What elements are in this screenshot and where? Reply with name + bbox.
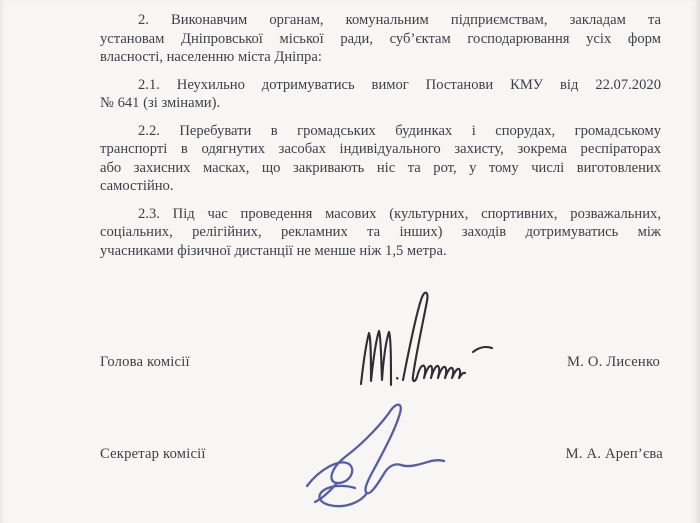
signatory-role-head: Голова комісії [100,354,190,370]
paragraph-line: учасниками фізичної дистанції не менше ніж 1,5 метра. [100,242,447,259]
paragraph-line: або захисних масках, що закривають ніс та рот, у тому числі виготовлених [100,159,661,176]
paragraph-line: 2.3. Під час проведення масових (культурних, спортивних, розважальних, [138,205,661,222]
document-body [100,11,661,269]
paragraph-line: власності, населенню міста Дніпра: [100,49,322,65]
signatory-role-secretary: Секретар комісії [100,446,206,462]
paragraph-line: № 641 (зі змінами). [100,95,221,111]
paragraph-line: транспорті в одягнутих засобах індивідуального захисту, зокрема респіраторах [100,141,661,157]
paragraph-2-3 [100,205,661,261]
signatory-name-head: М. О. Лисенко [566,354,660,370]
paragraph-2 [100,11,661,67]
paragraph-2-2 [100,122,661,196]
signature-arepieva-icon [283,400,448,508]
paragraph-line: 2. Виконавчим органам, комунальним підприємствам, закладам та [138,12,661,28]
paragraph-line: 2.2. Перебувати в громадських будинках і спорудах, громадському [138,122,661,139]
paragraph-line: установам Дніпровської міської ради, суб’єктам господарювання усіх форм [100,30,661,47]
signatory-name-secretary: М. А. Ареп’єва [565,446,663,462]
paragraph-line: самостійно. [100,178,174,194]
signature-lysenko-icon [353,286,497,390]
paragraph-2-1 [100,76,661,113]
paragraph-line: соціальних, релігійних, рекламних та інших) заходів дотримуватись між [100,224,661,240]
paragraph-line: 2.1. Неухильно дотримуватись вимог Постанови КМУ від 22.07.2020 [138,76,661,93]
